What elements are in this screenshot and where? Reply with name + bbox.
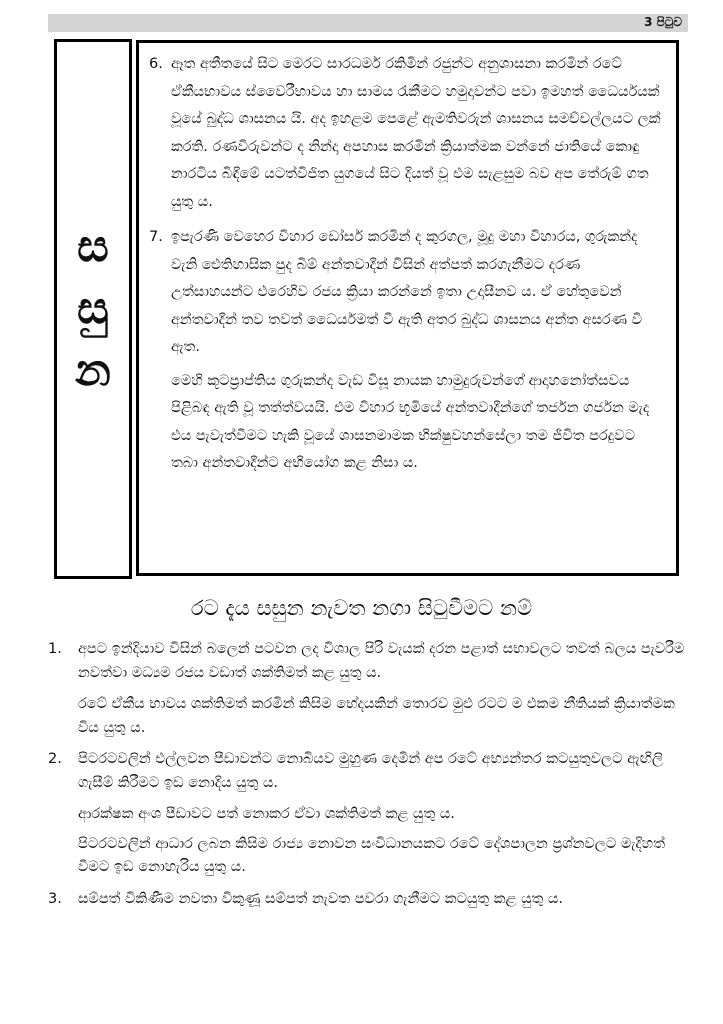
page-number: 3 පිටුව bbox=[644, 15, 682, 29]
item-text: අපට ඉන්දියාව විසින් බලෙන් පටවන ලද විශාල පිරි වැයක් දරන පළාත් සභාවලට තවත් බලය පැවරීම නවත්වා මධ්‍යම රජය වඩාත් ශක්තිමත් කළ යුතු ය. bbox=[78, 641, 685, 681]
list-item bbox=[149, 224, 666, 362]
list-item bbox=[48, 888, 698, 912]
item-number: 2. bbox=[48, 751, 62, 767]
header-bar bbox=[48, 14, 688, 32]
list-item bbox=[149, 51, 666, 216]
paragraph: මෙහි කූටප්‍රාප්තිය ගුරුකන්ද වැඩ විසූ නායක හාමුදුරුවන්ගේ ආදාහනෝත්සවය පිළිබඳ ඇති වූ තත්ත්වයයි. එම විහාර භූමියේ අන්තවාදීන්ගේ තර්ජන ගර්ජන මැද එය පැවැත්වීමට හැකි වූයේ ශාසනමාමක භික්ෂුවහන්සේලා තම ජීවිත පරදුවට තබා අන්තවාදීන්ට අභියෝග කළ නිසා ය. bbox=[171, 372, 650, 471]
item-number: 6. bbox=[149, 56, 163, 72]
paragraph: රටේ ඒකීය භාවය ශක්තිමත් කරමින් කිසිම භේදයකින් තොරව මුළු රටට ම එකම නීතියක් ක්‍රියාත්මක විය යුතු ය. bbox=[78, 696, 675, 736]
item-text: සම්පත් විකිණීම නවතා විකුණූ සම්පත් නැවත පවරා ගැනීමට කටයුතු කළ යුතු ය. bbox=[78, 890, 564, 907]
numbered-list bbox=[48, 638, 698, 911]
sidebar-title-box bbox=[54, 39, 132, 579]
list-item bbox=[48, 638, 698, 685]
sidebar-char: සු bbox=[77, 283, 109, 334]
paragraph: පිටරටවලින් ආධාර ලබන කිසිම රාජ්‍ය නොවන සංවිධානයකට රටේ දේශපාලන ප්‍රශ්නවලට මැදිහත් වීමට ඉඩ නොහැරිය යුතු ය. bbox=[78, 835, 665, 875]
section-heading: රට දැය සසුන නැවත නගා සිටුවීමට නම් bbox=[190, 596, 533, 620]
list-item bbox=[48, 748, 698, 795]
sidebar-char: න bbox=[75, 345, 111, 396]
item-text: පිටරටවලින් එල්ලවන පීඩාවන්ට නොබියව මුහුණ දෙමින් අප රටේ අභ්‍යන්තර කටයුතුවලට ඇඟිලි ගැසීම් කිරීමට ඉඩ නොදිය යුතු ය. bbox=[78, 751, 663, 791]
item-number: 1. bbox=[48, 641, 62, 657]
paragraph: ආරක්ෂක අංශ පීඩාවට පත් නොකර ඒවා ශක්තිමත් කළ යුතු ය. bbox=[78, 806, 455, 822]
item-text: ඈත අතීතයේ සිට මෙරට සාරධර්ම රකිමින් රජුන්ට අනුශාසනා කරමින් රටේ ඒකීයභාවය ස්වෛරීභාවය හා සාමය රැකීමට හමුදාවන්ට පවා ඉමහත් ධෛර්යයක් වූයේ බුද්ධ ශාසනය යි. අද ඉහළම පෙළේ ඇමතිවරුන් ශාසනය සමච්චල්ලයට ලක් කරති. රණවිරුවන්ට ද නින්දා අපහාස කරමින් ක්‍රියාත්මක වන්නේ ජාතියේ කොඳු නාරටිය බිඳීමේ යටත්විජිත යුගයේ සිට දියත් වූ එම සැළසුම බව අප තේරුම් ගත යුතු ය. bbox=[171, 56, 661, 210]
item-text: ඉපැරණි වෙහෙර විහාර ඩෝසර් කරමින් ද කුරගල, මූදු මහා විහාරය, ගුරුකන්ද වැනි ඓතිහාසික පුද බිම් අන්තවාදීන් විසින් අත්පත් කරගැනීමට දරණ උත්සාහයන්ට එරෙහිව රජය ක්‍රියා කරන්නේ ඉතා උදාසීනව ය. ඒ හේතුවෙන් අන්තවාදීන් තව තවත් ධෛර්යමත් වී ඇති අතර බුද්ධ ශාසනය අන්ත අසරණ වී ඇත. bbox=[171, 229, 643, 355]
item-number: 3. bbox=[48, 890, 62, 907]
item-number: 7. bbox=[149, 229, 163, 245]
sidebar-char: ස bbox=[77, 221, 109, 272]
boxed-content bbox=[136, 40, 679, 576]
